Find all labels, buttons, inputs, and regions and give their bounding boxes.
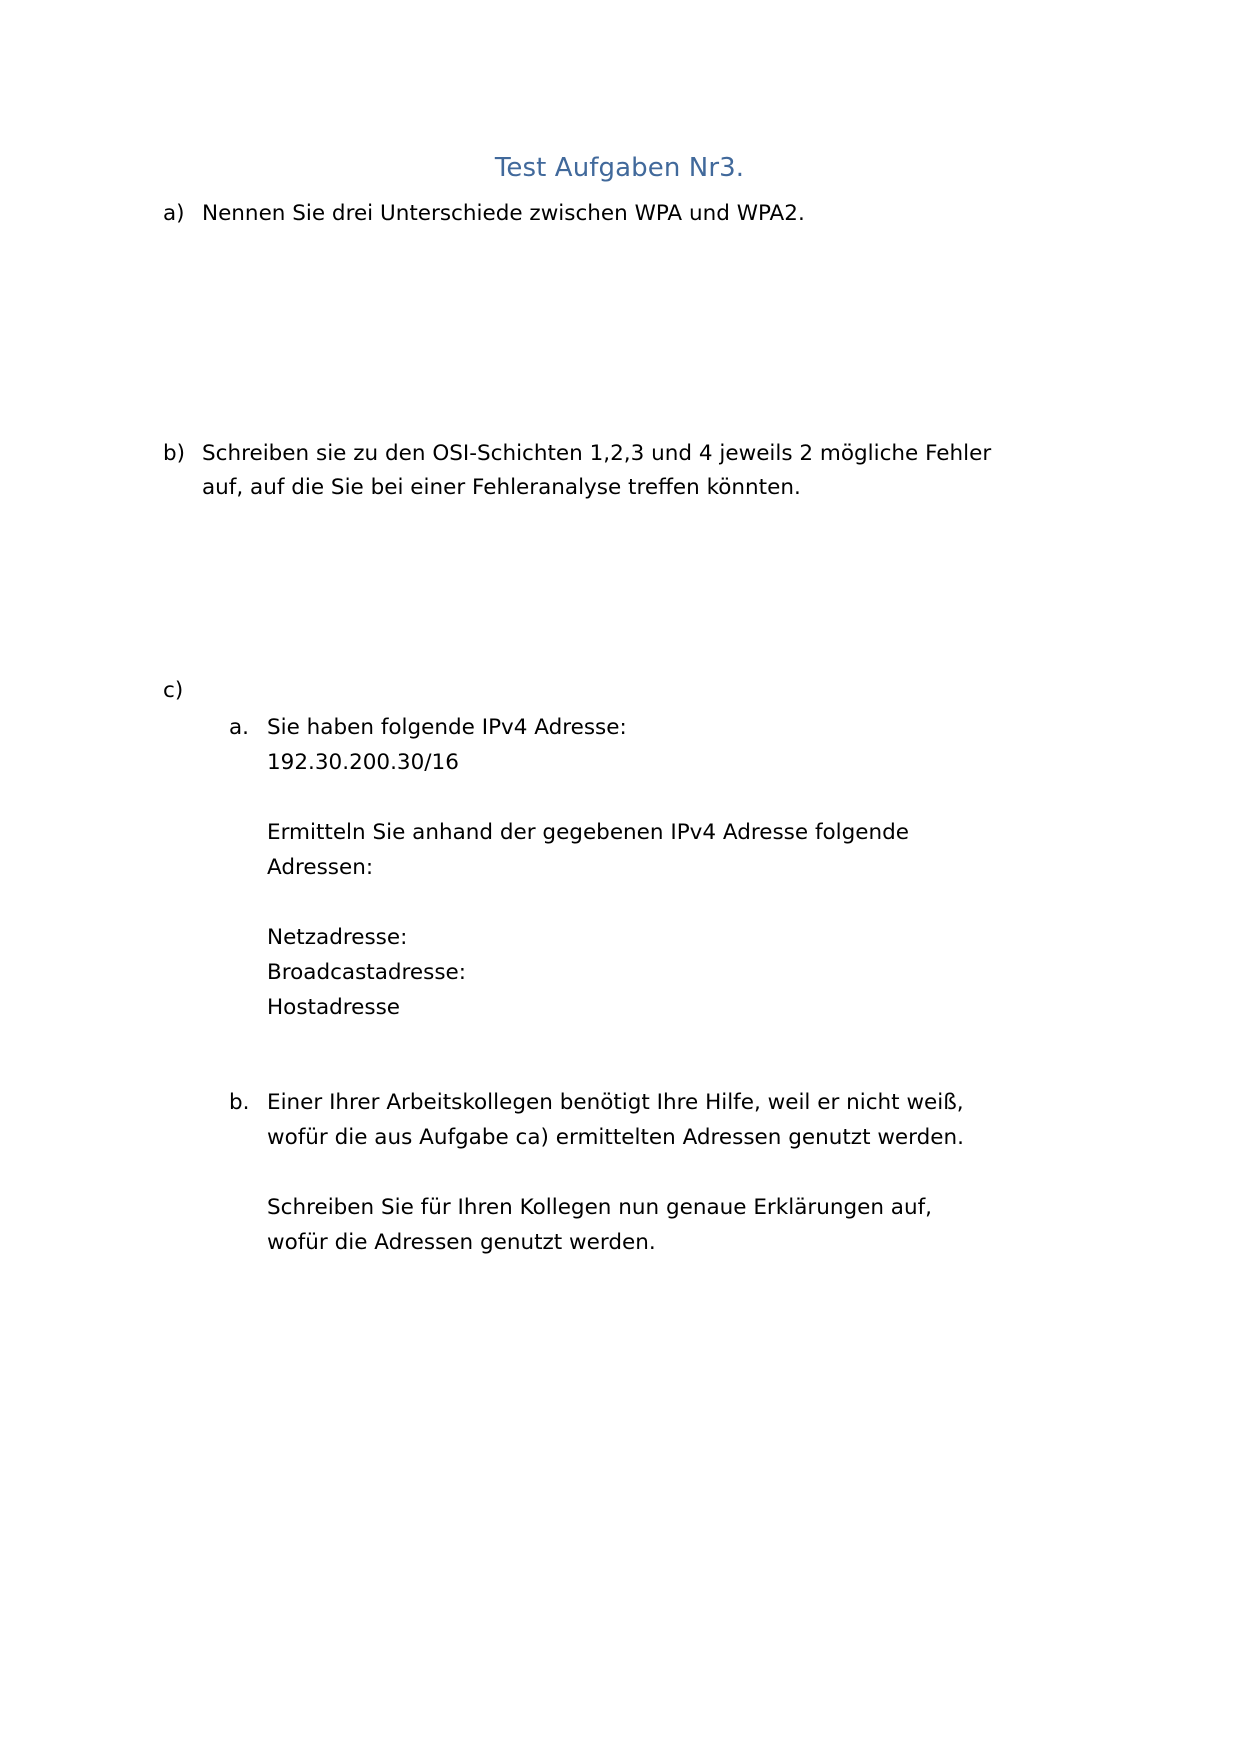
subtask-ca-marker: a. bbox=[229, 715, 250, 740]
task-item-a bbox=[163, 197, 993, 231]
subtask-ca-line-3: Ermitteln Sie anhand der gegebenen IPv4 Adresse folgende bbox=[267, 820, 910, 845]
subtask-ca-hostadresse-label: Hostadresse bbox=[267, 995, 400, 1020]
subtask-cb-marker: b. bbox=[229, 1090, 250, 1115]
task-a-marker: a) bbox=[163, 201, 185, 226]
task-b-body bbox=[202, 437, 993, 505]
subtask-ca-blank-1 bbox=[267, 780, 1019, 815]
subtask-item-ca bbox=[229, 710, 1019, 1025]
subtask-cb-line-1: Einer Ihrer Arbeitskollegen benötigt Ihre Hilfe, weil er nicht weiß, bbox=[267, 1090, 964, 1115]
subtask-ca-blank-2 bbox=[267, 885, 1019, 920]
task-a-line-1: Nennen Sie drei Unterschiede zwischen WPA und WPA2. bbox=[202, 201, 805, 226]
task-b-line-2: auf, auf die Sie bei einer Fehleranalyse treffen könnten. bbox=[202, 475, 801, 500]
subtask-ca-broadcastadresse-label: Broadcastadresse: bbox=[267, 960, 467, 985]
subtask-cb-line-4: Schreiben Sie für Ihren Kollegen nun genaue Erklärungen auf, bbox=[267, 1195, 932, 1220]
subtask-ca-line-4: Adressen: bbox=[267, 855, 374, 880]
task-item-b bbox=[163, 437, 993, 505]
subtask-ca-netzadresse-label: Netzadresse: bbox=[267, 925, 408, 950]
task-c-marker: c) bbox=[163, 678, 184, 703]
task-item-c bbox=[163, 674, 993, 708]
subtask-cb-body bbox=[267, 1085, 1019, 1260]
subtask-item-cb bbox=[229, 1085, 1019, 1260]
subtask-cb-line-2: wofür die aus Aufgabe ca) ermittelten Adressen genutzt werden. bbox=[267, 1125, 964, 1150]
subtask-ca-line-1: Sie haben folgende IPv4 Adresse: bbox=[267, 715, 627, 740]
subtask-cb-line-5: wofür die Adressen genutzt werden. bbox=[267, 1230, 656, 1255]
subtask-ca-ipv4-address: 192.30.200.30/16 bbox=[267, 750, 459, 775]
task-a-body bbox=[202, 197, 993, 231]
task-b-marker: b) bbox=[163, 441, 186, 466]
task-b-line-1: Schreiben sie zu den OSI-Schichten 1,2,3 und 4 jeweils 2 mögliche Fehler bbox=[202, 441, 992, 466]
subtask-ca-body bbox=[267, 710, 1019, 1025]
page-title: Test Aufgaben Nr3. bbox=[494, 153, 745, 183]
subtask-cb-blank-1 bbox=[267, 1155, 1019, 1190]
